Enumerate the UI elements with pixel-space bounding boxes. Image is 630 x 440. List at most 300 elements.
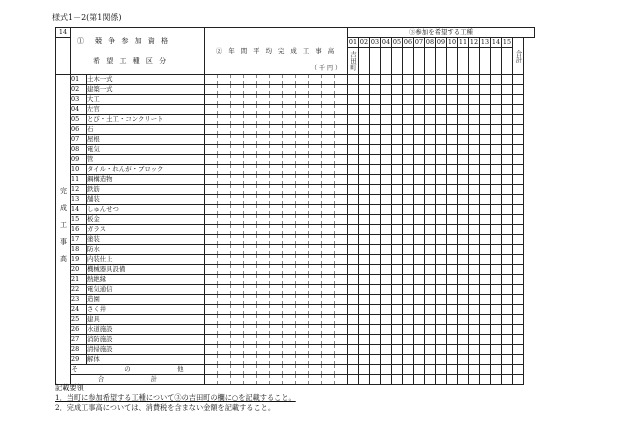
amount-digit-cell[interactable] (244, 145, 257, 155)
work-check-cell[interactable] (469, 265, 480, 275)
amount-digit-cell[interactable] (218, 235, 231, 245)
work-check-cell[interactable] (403, 245, 414, 255)
work-check-cell[interactable] (502, 325, 513, 335)
work-check-cell[interactable] (436, 185, 447, 195)
work-check-cell[interactable] (414, 175, 425, 185)
total-check-cell[interactable] (513, 285, 524, 295)
work-check-cell[interactable] (469, 215, 480, 225)
work-check-cell[interactable] (502, 75, 513, 85)
work-check-cell[interactable] (381, 135, 392, 145)
work-check-cell[interactable] (414, 105, 425, 115)
work-check-cell[interactable] (425, 345, 436, 355)
work-check-cell[interactable] (425, 315, 436, 325)
work-check-cell[interactable] (469, 135, 480, 145)
amount-digit-cell[interactable] (270, 335, 283, 345)
amount-digit-cell[interactable] (205, 215, 218, 225)
amount-digit-cell[interactable] (296, 75, 309, 85)
work-check-cell[interactable] (480, 185, 491, 195)
amount-digit-cell[interactable] (205, 85, 218, 95)
amount-digit-cell[interactable] (270, 195, 283, 205)
amount-digit-cell[interactable] (205, 305, 218, 315)
total-check-cell[interactable] (513, 265, 524, 275)
work-check-cell[interactable] (491, 235, 502, 245)
work-check-cell[interactable] (381, 295, 392, 305)
work-check-cell[interactable] (458, 265, 469, 275)
amount-digit-cell[interactable] (296, 355, 309, 365)
amount-digit-cell[interactable] (283, 75, 296, 85)
work-check-cell[interactable] (447, 245, 458, 255)
amount-digit-cell[interactable] (218, 305, 231, 315)
amount-digit-cell[interactable] (257, 135, 270, 145)
work-check-cell[interactable] (370, 115, 381, 125)
amount-digit-cell[interactable] (296, 115, 309, 125)
work-check-cell[interactable] (447, 355, 458, 365)
work-check-cell[interactable] (458, 185, 469, 195)
work-check-cell[interactable] (425, 145, 436, 155)
work-check-cell[interactable] (480, 275, 491, 285)
amount-digit-cell[interactable] (231, 175, 244, 185)
amount-digit-cell[interactable] (309, 325, 322, 335)
work-check-cell[interactable] (502, 295, 513, 305)
amount-digit-cell[interactable] (218, 225, 231, 235)
amount-digit-cell[interactable] (205, 145, 218, 155)
work-check-cell[interactable] (469, 95, 480, 105)
work-check-cell[interactable] (491, 305, 502, 315)
work-check-cell[interactable] (502, 205, 513, 215)
amount-digit-cell[interactable] (244, 365, 257, 375)
work-check-cell[interactable] (425, 105, 436, 115)
amount-digit-cell[interactable] (244, 265, 257, 275)
yoshida-check-cell[interactable] (348, 145, 359, 155)
work-check-cell[interactable] (469, 365, 480, 375)
amount-digit-cell[interactable] (218, 125, 231, 135)
amount-digit-cell[interactable] (283, 135, 296, 145)
work-check-cell[interactable] (359, 245, 370, 255)
amount-digit-cell[interactable] (257, 185, 270, 195)
amount-digit-cell[interactable] (309, 145, 322, 155)
work-check-cell[interactable] (480, 315, 491, 325)
work-check-cell[interactable] (359, 135, 370, 145)
work-check-cell[interactable] (414, 315, 425, 325)
amount-digit-cell[interactable] (296, 105, 309, 115)
work-check-cell[interactable] (425, 205, 436, 215)
work-check-cell[interactable] (458, 255, 469, 265)
amount-digit-cell[interactable] (335, 345, 348, 355)
amount-digit-cell[interactable] (309, 335, 322, 345)
amount-digit-cell[interactable] (270, 355, 283, 365)
work-check-cell[interactable] (469, 85, 480, 95)
work-check-cell[interactable] (403, 315, 414, 325)
work-check-cell[interactable] (359, 95, 370, 105)
work-check-cell[interactable] (447, 305, 458, 315)
yoshida-check-cell[interactable] (348, 115, 359, 125)
amount-digit-cell[interactable] (309, 115, 322, 125)
work-check-cell[interactable] (447, 75, 458, 85)
work-check-cell[interactable] (425, 75, 436, 85)
work-check-cell[interactable] (480, 75, 491, 85)
amount-digit-cell[interactable] (296, 155, 309, 165)
work-check-cell[interactable] (447, 345, 458, 355)
work-check-cell[interactable] (392, 175, 403, 185)
work-check-cell[interactable] (480, 135, 491, 145)
work-check-cell[interactable] (436, 255, 447, 265)
amount-digit-cell[interactable] (296, 315, 309, 325)
amount-digit-cell[interactable] (257, 105, 270, 115)
work-check-cell[interactable] (513, 375, 524, 385)
amount-digit-cell[interactable] (309, 275, 322, 285)
work-check-cell[interactable] (458, 295, 469, 305)
work-check-cell[interactable] (436, 325, 447, 335)
amount-digit-cell[interactable] (270, 305, 283, 315)
amount-digit-cell[interactable] (257, 345, 270, 355)
yoshida-check-cell[interactable] (348, 185, 359, 195)
work-check-cell[interactable] (403, 295, 414, 305)
amount-digit-cell[interactable] (309, 235, 322, 245)
work-check-cell[interactable] (447, 275, 458, 285)
amount-digit-cell[interactable] (283, 305, 296, 315)
yoshida-check-cell[interactable] (348, 245, 359, 255)
amount-digit-cell[interactable] (231, 305, 244, 315)
work-check-cell[interactable] (502, 335, 513, 345)
amount-digit-cell[interactable] (244, 235, 257, 245)
work-check-cell[interactable] (458, 195, 469, 205)
yoshida-check-cell[interactable] (348, 215, 359, 225)
work-check-cell[interactable] (414, 145, 425, 155)
work-check-cell[interactable] (392, 325, 403, 335)
amount-digit-cell[interactable] (270, 205, 283, 215)
work-check-cell[interactable] (469, 335, 480, 345)
total-check-cell[interactable] (513, 135, 524, 145)
amount-digit-cell[interactable] (335, 115, 348, 125)
work-check-cell[interactable] (392, 355, 403, 365)
work-check-cell[interactable] (502, 355, 513, 365)
amount-digit-cell[interactable] (283, 185, 296, 195)
amount-digit-cell[interactable] (218, 265, 231, 275)
work-check-cell[interactable] (425, 165, 436, 175)
work-check-cell[interactable] (458, 375, 469, 385)
work-check-cell[interactable] (491, 125, 502, 135)
work-check-cell[interactable] (447, 195, 458, 205)
amount-digit-cell[interactable] (257, 295, 270, 305)
amount-digit-cell[interactable] (257, 365, 270, 375)
work-check-cell[interactable] (491, 225, 502, 235)
work-check-cell[interactable] (469, 165, 480, 175)
amount-digit-cell[interactable] (231, 245, 244, 255)
work-check-cell[interactable] (392, 235, 403, 245)
total-check-cell[interactable] (513, 145, 524, 155)
work-check-cell[interactable] (359, 325, 370, 335)
work-check-cell[interactable] (370, 305, 381, 315)
work-check-cell[interactable] (447, 375, 458, 385)
work-check-cell[interactable] (469, 245, 480, 255)
amount-digit-cell[interactable] (218, 275, 231, 285)
amount-digit-cell[interactable] (231, 315, 244, 325)
work-check-cell[interactable] (392, 375, 403, 385)
work-check-cell[interactable] (491, 85, 502, 95)
amount-digit-cell[interactable] (335, 255, 348, 265)
work-check-cell[interactable] (403, 375, 414, 385)
work-check-cell[interactable] (381, 155, 392, 165)
total-check-cell[interactable] (513, 85, 524, 95)
work-check-cell[interactable] (359, 215, 370, 225)
amount-digit-cell[interactable] (244, 215, 257, 225)
work-check-cell[interactable] (359, 155, 370, 165)
amount-digit-cell[interactable] (257, 275, 270, 285)
total-check-cell[interactable] (513, 335, 524, 345)
work-check-cell[interactable] (370, 295, 381, 305)
amount-digit-cell[interactable] (244, 75, 257, 85)
amount-digit-cell[interactable] (296, 165, 309, 175)
work-check-cell[interactable] (480, 235, 491, 245)
amount-digit-cell[interactable] (322, 225, 335, 235)
work-check-cell[interactable] (381, 175, 392, 185)
work-check-cell[interactable] (502, 95, 513, 105)
work-check-cell[interactable] (425, 305, 436, 315)
amount-digit-cell[interactable] (283, 325, 296, 335)
work-check-cell[interactable] (414, 325, 425, 335)
work-check-cell[interactable] (381, 185, 392, 195)
work-check-cell[interactable] (480, 295, 491, 305)
amount-digit-cell[interactable] (335, 155, 348, 165)
work-check-cell[interactable] (359, 285, 370, 295)
amount-digit-cell[interactable] (218, 335, 231, 345)
work-check-cell[interactable] (447, 225, 458, 235)
yoshida-check-cell[interactable] (348, 265, 359, 275)
amount-digit-cell[interactable] (270, 125, 283, 135)
amount-digit-cell[interactable] (309, 155, 322, 165)
work-check-cell[interactable] (381, 125, 392, 135)
amount-digit-cell[interactable] (283, 95, 296, 105)
amount-digit-cell[interactable] (309, 225, 322, 235)
work-check-cell[interactable] (436, 85, 447, 95)
total-check-cell[interactable] (513, 235, 524, 245)
amount-digit-cell[interactable] (283, 235, 296, 245)
amount-digit-cell[interactable] (257, 75, 270, 85)
amount-digit-cell[interactable] (296, 185, 309, 195)
amount-digit-cell[interactable] (283, 115, 296, 125)
total-check-cell[interactable] (513, 345, 524, 355)
amount-digit-cell[interactable] (218, 215, 231, 225)
amount-digit-cell[interactable] (231, 205, 244, 215)
work-check-cell[interactable] (502, 85, 513, 95)
amount-digit-cell[interactable] (231, 275, 244, 285)
amount-digit-cell[interactable] (218, 295, 231, 305)
amount-digit-cell[interactable] (322, 265, 335, 275)
amount-digit-cell[interactable] (309, 305, 322, 315)
work-check-cell[interactable] (469, 205, 480, 215)
work-check-cell[interactable] (403, 175, 414, 185)
amount-digit-cell[interactable] (309, 195, 322, 205)
work-check-cell[interactable] (370, 325, 381, 335)
amount-digit-cell[interactable] (231, 295, 244, 305)
amount-digit-cell[interactable] (244, 185, 257, 195)
amount-digit-cell[interactable] (231, 85, 244, 95)
amount-digit-cell[interactable] (244, 315, 257, 325)
work-check-cell[interactable] (392, 75, 403, 85)
work-check-cell[interactable] (392, 225, 403, 235)
amount-digit-cell[interactable] (257, 235, 270, 245)
work-check-cell[interactable] (491, 375, 502, 385)
amount-digit-cell[interactable] (309, 375, 322, 385)
amount-digit-cell[interactable] (257, 195, 270, 205)
work-check-cell[interactable] (491, 115, 502, 125)
work-check-cell[interactable] (480, 305, 491, 315)
work-check-cell[interactable] (502, 265, 513, 275)
work-check-cell[interactable] (425, 295, 436, 305)
amount-digit-cell[interactable] (335, 85, 348, 95)
work-check-cell[interactable] (403, 215, 414, 225)
work-check-cell[interactable] (458, 165, 469, 175)
amount-digit-cell[interactable] (322, 345, 335, 355)
amount-digit-cell[interactable] (283, 155, 296, 165)
work-check-cell[interactable] (359, 225, 370, 235)
work-check-cell[interactable] (458, 335, 469, 345)
yoshida-check-cell[interactable] (348, 175, 359, 185)
amount-digit-cell[interactable] (296, 275, 309, 285)
amount-digit-cell[interactable] (335, 285, 348, 295)
amount-digit-cell[interactable] (322, 275, 335, 285)
work-check-cell[interactable] (392, 105, 403, 115)
work-check-cell[interactable] (381, 165, 392, 175)
total-check-cell[interactable] (513, 105, 524, 115)
amount-digit-cell[interactable] (283, 165, 296, 175)
amount-digit-cell[interactable] (218, 75, 231, 85)
amount-digit-cell[interactable] (231, 285, 244, 295)
amount-digit-cell[interactable] (218, 115, 231, 125)
amount-digit-cell[interactable] (309, 315, 322, 325)
amount-digit-cell[interactable] (322, 105, 335, 115)
amount-digit-cell[interactable] (309, 285, 322, 295)
yoshida-check-cell[interactable] (348, 195, 359, 205)
amount-digit-cell[interactable] (309, 185, 322, 195)
work-check-cell[interactable] (403, 145, 414, 155)
work-check-cell[interactable] (414, 125, 425, 135)
amount-digit-cell[interactable] (335, 95, 348, 105)
amount-digit-cell[interactable] (257, 125, 270, 135)
amount-digit-cell[interactable] (296, 375, 309, 385)
work-check-cell[interactable] (414, 295, 425, 305)
yoshida-check-cell[interactable] (348, 165, 359, 175)
work-check-cell[interactable] (480, 145, 491, 155)
work-check-cell[interactable] (425, 95, 436, 105)
work-check-cell[interactable] (458, 135, 469, 145)
work-check-cell[interactable] (414, 245, 425, 255)
amount-digit-cell[interactable] (270, 265, 283, 275)
amount-digit-cell[interactable] (205, 245, 218, 255)
work-check-cell[interactable] (458, 175, 469, 185)
work-check-cell[interactable] (458, 325, 469, 335)
amount-digit-cell[interactable] (218, 155, 231, 165)
total-check-cell[interactable] (513, 275, 524, 285)
amount-digit-cell[interactable] (218, 355, 231, 365)
work-check-cell[interactable] (480, 215, 491, 225)
amount-digit-cell[interactable] (296, 305, 309, 315)
amount-digit-cell[interactable] (270, 245, 283, 255)
amount-digit-cell[interactable] (205, 265, 218, 275)
work-check-cell[interactable] (436, 345, 447, 355)
amount-digit-cell[interactable] (335, 125, 348, 135)
amount-digit-cell[interactable] (244, 245, 257, 255)
work-check-cell[interactable] (425, 335, 436, 345)
amount-digit-cell[interactable] (335, 295, 348, 305)
work-check-cell[interactable] (447, 335, 458, 345)
amount-digit-cell[interactable] (322, 115, 335, 125)
work-check-cell[interactable] (414, 215, 425, 225)
work-check-cell[interactable] (502, 315, 513, 325)
work-check-cell[interactable] (469, 185, 480, 195)
work-check-cell[interactable] (381, 105, 392, 115)
work-check-cell[interactable] (491, 335, 502, 345)
work-check-cell[interactable] (425, 325, 436, 335)
work-check-cell[interactable] (392, 215, 403, 225)
work-check-cell[interactable] (370, 95, 381, 105)
work-check-cell[interactable] (436, 265, 447, 275)
work-check-cell[interactable] (392, 125, 403, 135)
amount-digit-cell[interactable] (335, 195, 348, 205)
work-check-cell[interactable] (403, 115, 414, 125)
amount-digit-cell[interactable] (283, 315, 296, 325)
work-check-cell[interactable] (359, 335, 370, 345)
total-check-cell[interactable] (513, 215, 524, 225)
amount-digit-cell[interactable] (270, 185, 283, 195)
amount-digit-cell[interactable] (309, 95, 322, 105)
work-check-cell[interactable] (414, 115, 425, 125)
work-check-cell[interactable] (403, 225, 414, 235)
work-check-cell[interactable] (458, 105, 469, 115)
work-check-cell[interactable] (425, 135, 436, 145)
work-check-cell[interactable] (392, 205, 403, 215)
amount-digit-cell[interactable] (231, 255, 244, 265)
work-check-cell[interactable] (502, 155, 513, 165)
amount-digit-cell[interactable] (205, 355, 218, 365)
amount-digit-cell[interactable] (322, 85, 335, 95)
amount-digit-cell[interactable] (296, 325, 309, 335)
work-check-cell[interactable] (381, 75, 392, 85)
amount-digit-cell[interactable] (218, 175, 231, 185)
amount-digit-cell[interactable] (322, 335, 335, 345)
work-check-cell[interactable] (425, 195, 436, 205)
work-check-cell[interactable] (436, 135, 447, 145)
work-check-cell[interactable] (392, 365, 403, 375)
amount-digit-cell[interactable] (283, 365, 296, 375)
amount-digit-cell[interactable] (231, 95, 244, 105)
yoshida-check-cell[interactable] (348, 75, 359, 85)
amount-digit-cell[interactable] (205, 95, 218, 105)
amount-digit-cell[interactable] (257, 175, 270, 185)
work-check-cell[interactable] (458, 315, 469, 325)
amount-digit-cell[interactable] (244, 205, 257, 215)
work-check-cell[interactable] (436, 105, 447, 115)
amount-digit-cell[interactable] (205, 325, 218, 335)
amount-digit-cell[interactable] (335, 375, 348, 385)
work-check-cell[interactable] (381, 275, 392, 285)
amount-digit-cell[interactable] (205, 195, 218, 205)
amount-digit-cell[interactable] (218, 145, 231, 155)
yoshida-check-cell[interactable] (348, 235, 359, 245)
amount-digit-cell[interactable] (257, 255, 270, 265)
work-check-cell[interactable] (469, 255, 480, 265)
amount-digit-cell[interactable] (309, 205, 322, 215)
work-check-cell[interactable] (436, 215, 447, 225)
amount-digit-cell[interactable] (283, 175, 296, 185)
work-check-cell[interactable] (392, 275, 403, 285)
amount-digit-cell[interactable] (296, 95, 309, 105)
work-check-cell[interactable] (425, 235, 436, 245)
work-check-cell[interactable] (502, 175, 513, 185)
amount-digit-cell[interactable] (296, 365, 309, 375)
work-check-cell[interactable] (392, 265, 403, 275)
amount-digit-cell[interactable] (270, 155, 283, 165)
